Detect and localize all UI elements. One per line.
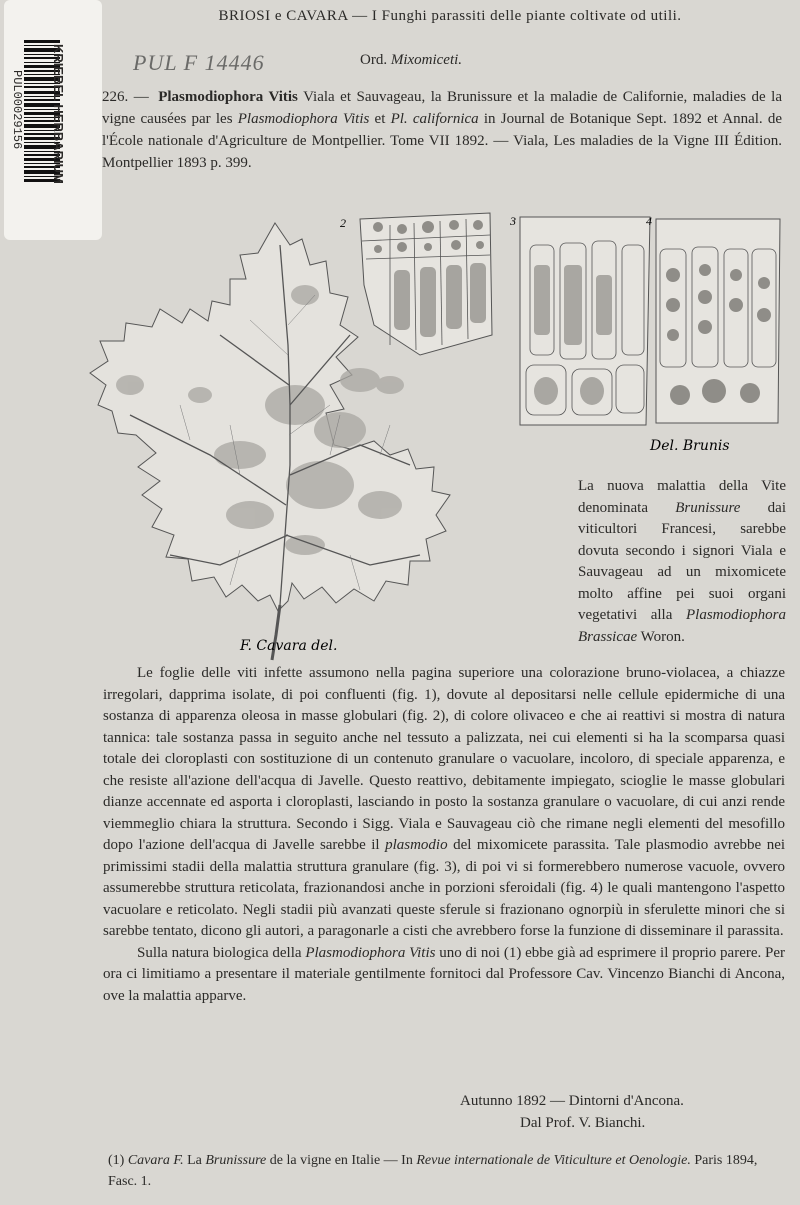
barcode-number: PUL00029156 bbox=[10, 70, 24, 150]
fig4-label: 4 bbox=[646, 214, 652, 228]
footnote-mark: (1) bbox=[108, 1153, 125, 1168]
order-name: Mixomiceti. bbox=[390, 52, 463, 68]
p1-italic: plasmodio bbox=[385, 837, 448, 853]
fig3-palisade-granular bbox=[509, 214, 650, 425]
body-paragraph-2 bbox=[103, 943, 785, 1008]
citation-text-1: Viala et Sauvageau, la Brunissure et la maladie de Californie, maladies de la vigne causées par les bbox=[102, 89, 783, 127]
fig4-palisade-vacuolar bbox=[646, 214, 780, 423]
side-italic-2: Plasmodiophora Brassicae bbox=[578, 607, 786, 645]
species-name: Plasmodiophora Vitis bbox=[158, 89, 298, 105]
fig2-epidermal-cells bbox=[340, 213, 492, 355]
cells-artist-signature: Del. Brunis bbox=[650, 438, 730, 454]
entry-citation bbox=[102, 86, 782, 174]
body-paragraph-1 bbox=[103, 663, 785, 943]
footnote bbox=[108, 1150, 788, 1192]
side-text-2: dai viticultori Francesi, sarebbe dovuta secondo i signori Viala e Sauvageau ad un mixomicete molto affine pei suoi organi vegetativi alla bbox=[578, 499, 786, 623]
locality-line: Autunno 1892 — Dintorni d'Ancona. bbox=[460, 1093, 684, 1109]
footnote-text-2: de la vigne en Italie — In bbox=[269, 1153, 413, 1168]
leaf-artist-signature: F. Cavara del. bbox=[240, 638, 338, 654]
footnote-text-3: Paris 1894, Fasc. 1. bbox=[108, 1153, 758, 1189]
footnote-author: Cavara F. bbox=[127, 1153, 184, 1168]
citation-italic-1: Plasmodiophora Vitis bbox=[237, 111, 370, 127]
p2-italic: Plasmodiophora Vitis bbox=[305, 944, 436, 961]
main-text bbox=[103, 663, 785, 1007]
p2-text-a: Sulla natura biologica della bbox=[137, 944, 302, 961]
citation-italic-2: Pl. californica bbox=[390, 111, 479, 127]
collection-locality bbox=[460, 1090, 684, 1134]
handwritten-accession: PUL F 14446 bbox=[133, 50, 265, 75]
side-italic-1: Brunissure bbox=[675, 499, 741, 516]
p1-text-a: Le foglie delle viti infette assumono nella pagina superiore una colorazione bruno-violacea, a chiazze irregolari, dapprima isolate, di poi confluenti (fig. 1), dovute al depositarsi nelle cellule epidermiche di una sostanza di apparenza oleosa in masse globulari (fig. 2), di colore olivaceo e che ai reattivi si mostra di natura tannica: tale sostanza passa in seguito anche nel tessuto a palizzata, nei cui elementi si ha la scomparsa quasi totale dei cloroplasti con sostituzione di un contenuto granulare o vacuolare, incoloro, di speciale apparenza, e che resiste all'azione dell'acqua di Javelle. Questo reattivo, debitamente impiegato, scioglie le masse globulari dianze accennate ed asporta i cloroplasti, lasciando in posto la sostanza granulare o vacuolare, di cui anzi rende viemmeglio chiara la struttura. Secondo i Sigg. Viala e Sauvageau ciò che rimane negli elementi del mesofillo dopo l'azione dell'acqua di Javelle sarebbe il bbox=[103, 665, 785, 853]
footnote-text-1: La bbox=[187, 1153, 202, 1168]
citation-text-2: et bbox=[374, 111, 386, 127]
entry-number: 226. — bbox=[102, 89, 149, 105]
citation-text-3: in Journal de Botanique Sept. 1892 et Annal. de l'École nationale d'Agriculture de Montpellier. Tome VII 1892. — Viala, Les maladies de la Vigne III Édition. Montpellier 1893 p. 399. bbox=[102, 111, 783, 171]
p1-text-b: del mixomicete parassita. Tale plasmodio avrebbe nei primissimi stadii della malattia struttura granulare (fig. 3), di poi vi si formerebbero numerose vacuole, ovvero assumerebbe struttura reticolata, frazionandosi anche in porzioni sferoidali (fig. 4) le quali mantengono l'aspetto vacuolare e reticolato. Negli stadii più avanzati queste sferule si frazionano ognorpiù in sferulette minori che si sarebbe tentato, dicono gli autori, a paragonarle a cisti che avrebbero forse la funzione di disseminare il parassita. bbox=[103, 837, 786, 939]
footnote-title: Brunissure bbox=[205, 1153, 267, 1168]
order-line bbox=[360, 52, 462, 69]
side-paragraph bbox=[578, 476, 786, 648]
collector-line: Dal Prof. V. Bianchi. bbox=[520, 1115, 646, 1131]
herbarium-barcode-label bbox=[4, 0, 102, 240]
p2-text-b: uno di noi (1) ebbe già ad esprimere il proprio parere. Per ora ci limitiamo a presentare il materiale gentilmente fornitoci dal Professore Cav. Vincenzo Bianchi di Ancona, ove la malattia apparve. bbox=[103, 944, 786, 1004]
herbarium-name: KRIEBEL HERBARIUM bbox=[51, 44, 66, 184]
side-text-3: Woron. bbox=[640, 628, 685, 645]
footnote-journal: Revue internationale de Viticulture et Oenologie. bbox=[416, 1153, 691, 1168]
running-header: BRIOSI e CAVARA — I Funghi parassiti delle piante coltivate od utili. bbox=[218, 8, 682, 24]
side-text-1: La nuova malattia della Vite denominata bbox=[578, 478, 786, 516]
fig2-label: 2 bbox=[340, 216, 346, 230]
order-prefix: Ord. bbox=[360, 52, 388, 68]
fig3-label: 3 bbox=[510, 214, 516, 228]
